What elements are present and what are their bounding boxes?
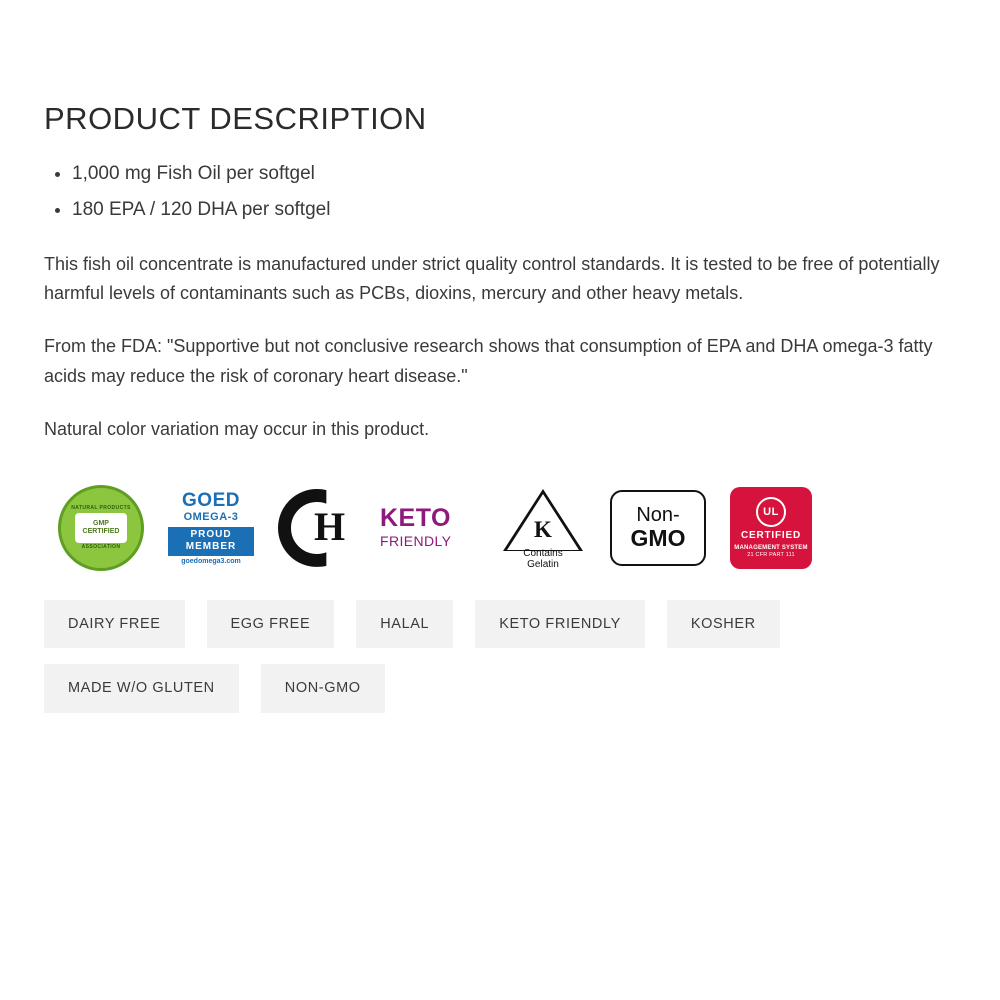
npa-gmp-certified-icon <box>58 485 144 571</box>
description-paragraph-fda: From the FDA: "Supportive but not conclusive research shows that consumption of EPA and DHA omega-3 fatty acids may reduce the risk of coronary heart disease." <box>44 336 933 386</box>
list-item: • 180 EPA / 120 DHA per softgel <box>72 195 960 224</box>
tag-kosher[interactable]: KOSHER <box>667 600 780 649</box>
goed-omega3-icon <box>168 485 254 571</box>
tag-keto-friendly[interactable]: KETO FRIENDLY <box>475 600 645 649</box>
triangle-k-note-line1: Contains <box>523 547 563 559</box>
ul-certified-text: CERTIFIED <box>741 529 801 541</box>
keto-title-text: KETO <box>380 503 451 532</box>
spec-bullet-list <box>44 159 960 224</box>
goed-url-text: goedomega3.com <box>181 557 241 565</box>
non-gmo-line1: Non- <box>636 504 680 527</box>
triangle-k-note <box>523 548 562 571</box>
triangle-k-letter: K <box>534 516 552 542</box>
ch-kosher-h-letter: H <box>314 503 346 549</box>
keto-subtitle-text: FRIENDLY <box>380 532 452 549</box>
goed-proud-member-text: PROUD MEMBER <box>168 527 254 556</box>
description-paragraph-color: Natural color variation may occur in this product. <box>44 418 430 439</box>
npa-ring-bottom-text: ASSOCIATION <box>81 543 121 550</box>
non-gmo-line2: GMO <box>630 525 686 552</box>
non-gmo-icon <box>610 490 706 566</box>
description-paragraph-quality: This fish oil concentrate is manufactured under strict quality control standards. It is tested to be free of potentially harmful levels of contaminants such as PCBs, dioxins, mercury and other heavy metals. <box>44 254 940 304</box>
ul-management-system-text: MANAGEMENT SYSTEM <box>734 544 808 551</box>
npa-ring-top-text: NATURAL PRODUCTS <box>71 504 131 511</box>
attribute-tag-list <box>44 600 924 713</box>
page-title: PRODUCT DESCRIPTION <box>44 101 427 136</box>
certification-badge-row <box>58 478 960 578</box>
ul-certified-icon <box>730 487 812 569</box>
goed-omega3-text: OMEGA-3 <box>183 510 239 523</box>
triangle-k-note-line2: Gelatin <box>527 559 559 571</box>
list-item: • 1,000 mg Fish Oil per softgel <box>72 159 960 188</box>
ul-mark-text: UL <box>756 497 786 527</box>
goed-wordmark: GOED <box>182 489 240 511</box>
npa-certified-text: CERTIFIED <box>82 527 120 535</box>
ch-kosher-icon <box>278 489 356 567</box>
tag-dairy-free[interactable]: DAIRY FREE <box>44 600 185 649</box>
triangle-k-kosher-icon <box>500 485 586 571</box>
tag-egg-free[interactable]: EGG FREE <box>207 600 335 649</box>
npa-gmp-text: GMP <box>93 519 109 527</box>
tag-halal[interactable]: HALAL <box>356 600 453 649</box>
tag-non-gmo[interactable]: NON-GMO <box>261 664 385 713</box>
keto-friendly-icon <box>380 493 476 563</box>
tag-made-wo-gluten[interactable]: MADE W/O GLUTEN <box>44 664 239 713</box>
ul-cfr-text: 21 CFR PART 111 <box>747 552 795 559</box>
